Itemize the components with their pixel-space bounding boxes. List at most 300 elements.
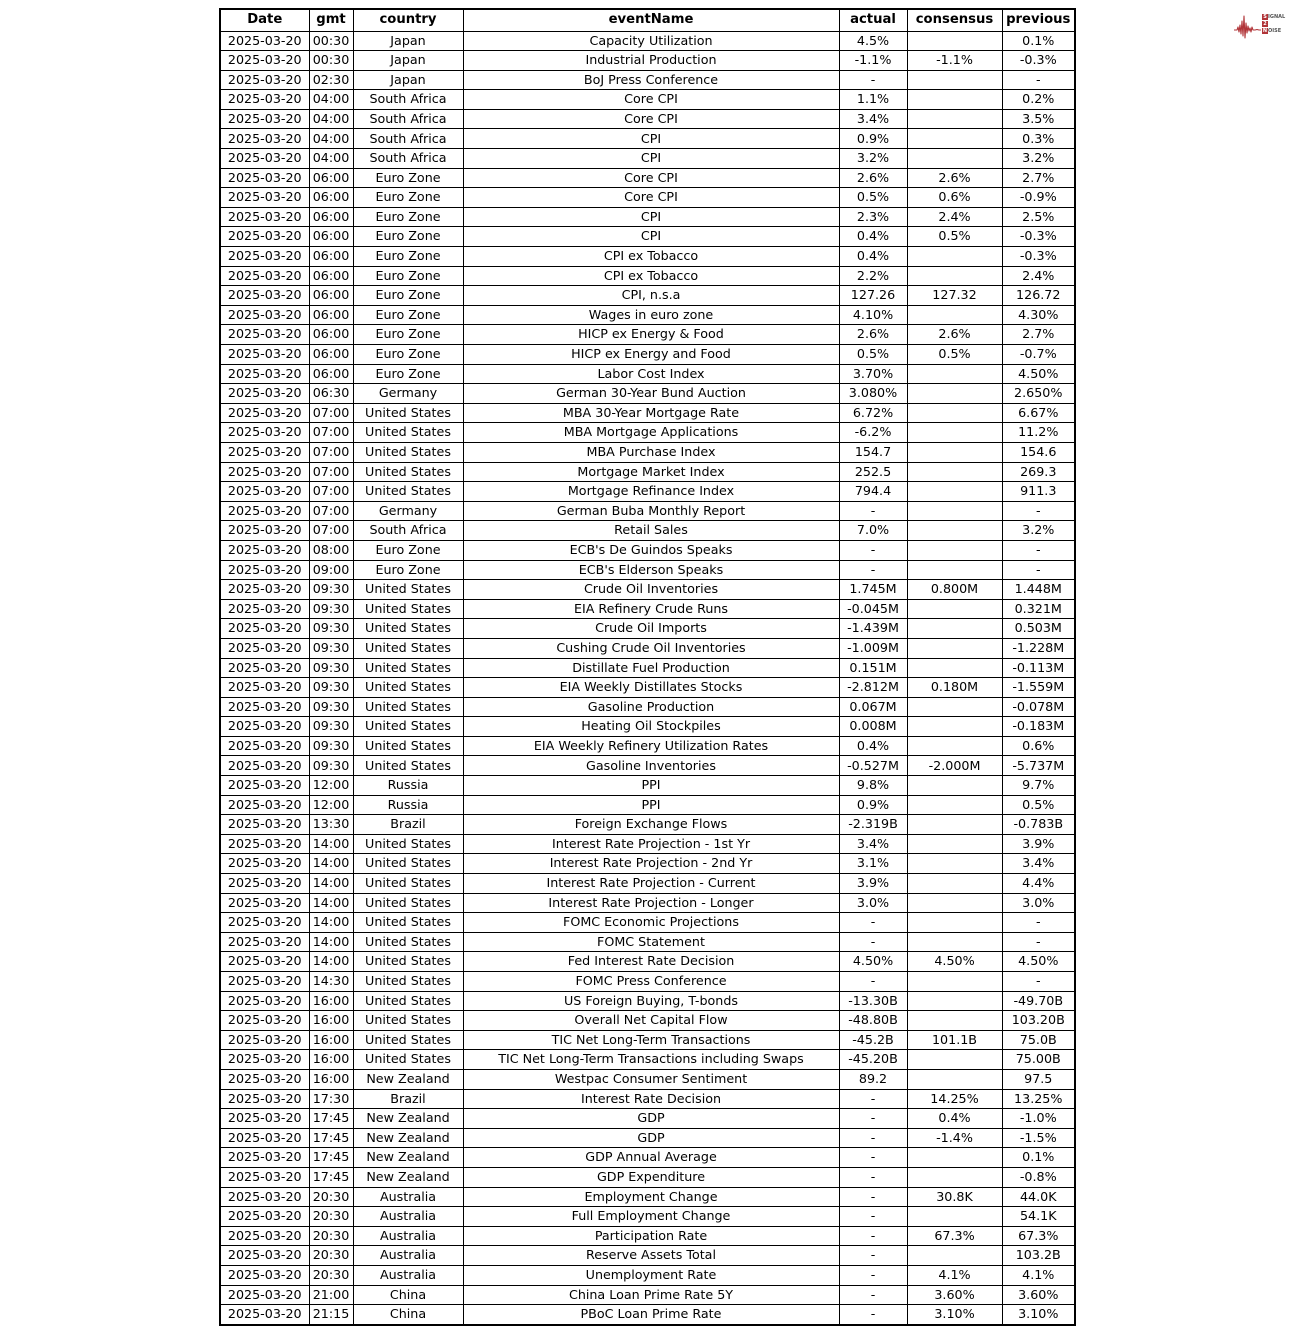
cell-eventname: Gasoline Inventories bbox=[463, 756, 839, 776]
cell-eventname: CPI ex Tobacco bbox=[463, 247, 839, 267]
cell-date: 2025-03-20 bbox=[220, 384, 309, 404]
cell-consensus: 0.5% bbox=[907, 227, 1002, 247]
cell-consensus bbox=[907, 874, 1002, 894]
table-row bbox=[220, 619, 1075, 639]
cell-previous: -0.9% bbox=[1002, 188, 1075, 208]
cell-eventname: Industrial Production bbox=[463, 51, 839, 71]
cell-actual: 3.70% bbox=[839, 364, 907, 384]
cell-gmt: 16:00 bbox=[309, 1011, 353, 1031]
cell-previous: 44.0K bbox=[1002, 1187, 1075, 1207]
table-row bbox=[220, 188, 1075, 208]
cell-country: Brazil bbox=[353, 1089, 463, 1109]
table-row bbox=[220, 247, 1075, 267]
table-row bbox=[220, 736, 1075, 756]
cell-previous: -1.228M bbox=[1002, 638, 1075, 658]
cell-gmt: 08:00 bbox=[309, 540, 353, 560]
cell-previous: -0.078M bbox=[1002, 697, 1075, 717]
cell-previous: -1.5% bbox=[1002, 1128, 1075, 1148]
cell-previous: 3.2% bbox=[1002, 149, 1075, 169]
cell-actual: 1.1% bbox=[839, 90, 907, 110]
cell-actual: -45.2B bbox=[839, 1030, 907, 1050]
cell-date: 2025-03-20 bbox=[220, 247, 309, 267]
cell-actual: - bbox=[839, 1089, 907, 1109]
cell-consensus bbox=[907, 776, 1002, 796]
cell-previous: 3.0% bbox=[1002, 893, 1075, 913]
cell-consensus bbox=[907, 913, 1002, 933]
cell-country: United States bbox=[353, 972, 463, 992]
cell-date: 2025-03-20 bbox=[220, 345, 309, 365]
cell-gmt: 04:00 bbox=[309, 109, 353, 129]
cell-gmt: 13:30 bbox=[309, 815, 353, 835]
cell-eventname: PPI bbox=[463, 795, 839, 815]
cell-consensus bbox=[907, 972, 1002, 992]
cell-actual: -45.20B bbox=[839, 1050, 907, 1070]
cell-eventname: Reserve Assets Total bbox=[463, 1246, 839, 1266]
cell-country: United States bbox=[353, 854, 463, 874]
cell-previous: -5.737M bbox=[1002, 756, 1075, 776]
cell-consensus: 2.6% bbox=[907, 168, 1002, 188]
cell-eventname: Mortgage Market Index bbox=[463, 462, 839, 482]
cell-gmt: 20:30 bbox=[309, 1265, 353, 1285]
cell-previous: - bbox=[1002, 932, 1075, 952]
cell-eventname: GDP bbox=[463, 1109, 839, 1129]
cell-actual: -0.045M bbox=[839, 599, 907, 619]
cell-gmt: 09:30 bbox=[309, 599, 353, 619]
cell-gmt: 16:00 bbox=[309, 991, 353, 1011]
cell-gmt: 17:45 bbox=[309, 1128, 353, 1148]
logo-line-signal bbox=[1262, 14, 1285, 20]
table-row bbox=[220, 599, 1075, 619]
cell-gmt: 17:30 bbox=[309, 1089, 353, 1109]
cell-actual: -1.1% bbox=[839, 51, 907, 71]
seismograph-waveform-icon bbox=[1234, 13, 1261, 39]
cell-eventname: Retail Sales bbox=[463, 521, 839, 541]
table-row bbox=[220, 31, 1075, 51]
cell-previous: -1.559M bbox=[1002, 678, 1075, 698]
cell-previous: 4.30% bbox=[1002, 305, 1075, 325]
cell-country: Euro Zone bbox=[353, 560, 463, 580]
cell-gmt: 14:30 bbox=[309, 972, 353, 992]
cell-consensus bbox=[907, 1207, 1002, 1227]
cell-eventname: Interest Rate Projection - Longer bbox=[463, 893, 839, 913]
cell-consensus bbox=[907, 305, 1002, 325]
cell-country: United States bbox=[353, 619, 463, 639]
logo-rest-ignal: IGNAL bbox=[1268, 14, 1286, 20]
cell-country: New Zealand bbox=[353, 1148, 463, 1168]
cell-consensus bbox=[907, 1148, 1002, 1168]
cell-gmt: 14:00 bbox=[309, 913, 353, 933]
cell-actual: -1.439M bbox=[839, 619, 907, 639]
cell-date: 2025-03-20 bbox=[220, 129, 309, 149]
cell-consensus: 101.1B bbox=[907, 1030, 1002, 1050]
cell-date: 2025-03-20 bbox=[220, 1089, 309, 1109]
cell-consensus: 14.25% bbox=[907, 1089, 1002, 1109]
cell-country: Russia bbox=[353, 795, 463, 815]
cell-country: Euro Zone bbox=[353, 168, 463, 188]
cell-country: United States bbox=[353, 580, 463, 600]
cell-country: Euro Zone bbox=[353, 540, 463, 560]
cell-date: 2025-03-20 bbox=[220, 521, 309, 541]
table-row bbox=[220, 1128, 1075, 1148]
cell-previous: - bbox=[1002, 560, 1075, 580]
cell-country: United States bbox=[353, 952, 463, 972]
cell-country: Russia bbox=[353, 776, 463, 796]
cell-country: United States bbox=[353, 658, 463, 678]
cell-gmt: 09:30 bbox=[309, 736, 353, 756]
cell-eventname: CPI bbox=[463, 129, 839, 149]
cell-previous: 3.4% bbox=[1002, 854, 1075, 874]
cell-date: 2025-03-20 bbox=[220, 1148, 309, 1168]
cell-previous: 0.321M bbox=[1002, 599, 1075, 619]
cell-eventname: HICP ex Energy & Food bbox=[463, 325, 839, 345]
cell-date: 2025-03-20 bbox=[220, 325, 309, 345]
cell-eventname: Crude Oil Inventories bbox=[463, 580, 839, 600]
cell-date: 2025-03-20 bbox=[220, 560, 309, 580]
cell-date: 2025-03-20 bbox=[220, 619, 309, 639]
cell-date: 2025-03-20 bbox=[220, 972, 309, 992]
cell-consensus bbox=[907, 1011, 1002, 1031]
cell-gmt: 16:00 bbox=[309, 1030, 353, 1050]
cell-consensus bbox=[907, 403, 1002, 423]
table-row bbox=[220, 501, 1075, 521]
cell-actual: 0.9% bbox=[839, 795, 907, 815]
cell-eventname: Core CPI bbox=[463, 188, 839, 208]
cell-date: 2025-03-20 bbox=[220, 423, 309, 443]
cell-country: United States bbox=[353, 638, 463, 658]
cell-gmt: 06:00 bbox=[309, 345, 353, 365]
cell-gmt: 12:00 bbox=[309, 795, 353, 815]
cell-previous: 1.448M bbox=[1002, 580, 1075, 600]
cell-gmt: 00:30 bbox=[309, 31, 353, 51]
cell-gmt: 16:00 bbox=[309, 1050, 353, 1070]
cell-actual: - bbox=[839, 1187, 907, 1207]
cell-actual: 0.4% bbox=[839, 736, 907, 756]
table-row bbox=[220, 1265, 1075, 1285]
cell-consensus bbox=[907, 482, 1002, 502]
cell-date: 2025-03-20 bbox=[220, 893, 309, 913]
cell-country: Germany bbox=[353, 501, 463, 521]
table-row bbox=[220, 1246, 1075, 1266]
cell-eventname: GDP Expenditure bbox=[463, 1167, 839, 1187]
cell-date: 2025-03-20 bbox=[220, 1109, 309, 1129]
cell-date: 2025-03-20 bbox=[220, 286, 309, 306]
cell-actual: 2.6% bbox=[839, 325, 907, 345]
cell-gmt: 06:00 bbox=[309, 266, 353, 286]
cell-date: 2025-03-20 bbox=[220, 1069, 309, 1089]
cell-eventname: EIA Refinery Crude Runs bbox=[463, 599, 839, 619]
cell-date: 2025-03-20 bbox=[220, 913, 309, 933]
table-row bbox=[220, 540, 1075, 560]
cell-consensus: 2.4% bbox=[907, 207, 1002, 227]
cell-previous: - bbox=[1002, 913, 1075, 933]
cell-country: Euro Zone bbox=[353, 247, 463, 267]
cell-consensus bbox=[907, 1246, 1002, 1266]
cell-previous: 3.2% bbox=[1002, 521, 1075, 541]
cell-country: Euro Zone bbox=[353, 266, 463, 286]
cell-gmt: 06:00 bbox=[309, 207, 353, 227]
cell-country: Euro Zone bbox=[353, 345, 463, 365]
table-row bbox=[220, 1285, 1075, 1305]
cell-gmt: 06:00 bbox=[309, 305, 353, 325]
table-row bbox=[220, 1050, 1075, 1070]
cell-eventname: Labor Cost Index bbox=[463, 364, 839, 384]
cell-actual: 3.4% bbox=[839, 109, 907, 129]
logo-line-noise bbox=[1262, 28, 1285, 34]
cell-country: Japan bbox=[353, 70, 463, 90]
table-row bbox=[220, 1011, 1075, 1031]
cell-consensus bbox=[907, 834, 1002, 854]
cell-country: United States bbox=[353, 834, 463, 854]
cell-actual: - bbox=[839, 972, 907, 992]
cell-date: 2025-03-20 bbox=[220, 1050, 309, 1070]
cell-country: Australia bbox=[353, 1246, 463, 1266]
cell-actual: - bbox=[839, 1207, 907, 1227]
cell-consensus bbox=[907, 932, 1002, 952]
table-row bbox=[220, 168, 1075, 188]
cell-previous: 54.1K bbox=[1002, 1207, 1075, 1227]
cell-date: 2025-03-20 bbox=[220, 795, 309, 815]
cell-actual: 9.8% bbox=[839, 776, 907, 796]
cell-eventname: EIA Weekly Distillates Stocks bbox=[463, 678, 839, 698]
cell-consensus: 0.5% bbox=[907, 345, 1002, 365]
cell-actual: -48.80B bbox=[839, 1011, 907, 1031]
cell-gmt: 07:00 bbox=[309, 501, 353, 521]
cell-date: 2025-03-20 bbox=[220, 207, 309, 227]
cell-previous: - bbox=[1002, 501, 1075, 521]
cell-actual: - bbox=[839, 1148, 907, 1168]
cell-country: South Africa bbox=[353, 149, 463, 169]
cell-country: Australia bbox=[353, 1265, 463, 1285]
cell-previous: -0.3% bbox=[1002, 247, 1075, 267]
cell-date: 2025-03-20 bbox=[220, 1167, 309, 1187]
cell-previous: 75.0B bbox=[1002, 1030, 1075, 1050]
cell-country: Australia bbox=[353, 1187, 463, 1207]
cell-actual: - bbox=[839, 1265, 907, 1285]
cell-consensus: 4.50% bbox=[907, 952, 1002, 972]
cell-previous: 13.25% bbox=[1002, 1089, 1075, 1109]
cell-country: United States bbox=[353, 717, 463, 737]
cell-consensus: 30.8K bbox=[907, 1187, 1002, 1207]
cell-date: 2025-03-20 bbox=[220, 266, 309, 286]
cell-previous: 269.3 bbox=[1002, 462, 1075, 482]
cell-actual: 3.9% bbox=[839, 874, 907, 894]
cell-eventname: Capacity Utilization bbox=[463, 31, 839, 51]
cell-previous: -1.0% bbox=[1002, 1109, 1075, 1129]
cell-previous: -0.3% bbox=[1002, 51, 1075, 71]
cell-previous: 4.50% bbox=[1002, 952, 1075, 972]
table-header-row bbox=[220, 9, 1075, 31]
cell-actual: - bbox=[839, 1246, 907, 1266]
cell-previous: 3.60% bbox=[1002, 1285, 1075, 1305]
cell-date: 2025-03-20 bbox=[220, 1030, 309, 1050]
cell-gmt: 20:30 bbox=[309, 1226, 353, 1246]
cell-gmt: 20:30 bbox=[309, 1187, 353, 1207]
cell-actual: - bbox=[839, 1167, 907, 1187]
table-row bbox=[220, 776, 1075, 796]
cell-eventname: Interest Rate Projection - 2nd Yr bbox=[463, 854, 839, 874]
cell-country: United States bbox=[353, 678, 463, 698]
cell-actual: 3.0% bbox=[839, 893, 907, 913]
cell-actual: 3.2% bbox=[839, 149, 907, 169]
cell-previous: -0.3% bbox=[1002, 227, 1075, 247]
table-row bbox=[220, 697, 1075, 717]
cell-gmt: 21:00 bbox=[309, 1285, 353, 1305]
cell-eventname: Employment Change bbox=[463, 1187, 839, 1207]
cell-date: 2025-03-20 bbox=[220, 776, 309, 796]
cell-date: 2025-03-20 bbox=[220, 580, 309, 600]
cell-country: Japan bbox=[353, 31, 463, 51]
cell-date: 2025-03-20 bbox=[220, 188, 309, 208]
table-row bbox=[220, 717, 1075, 737]
table-row bbox=[220, 1109, 1075, 1129]
cell-previous: 2.7% bbox=[1002, 325, 1075, 345]
cell-country: Euro Zone bbox=[353, 286, 463, 306]
events-table bbox=[219, 8, 1076, 1326]
cell-consensus bbox=[907, 521, 1002, 541]
cell-actual: 89.2 bbox=[839, 1069, 907, 1089]
table-row bbox=[220, 364, 1075, 384]
cell-eventname: MBA Mortgage Applications bbox=[463, 423, 839, 443]
table-row bbox=[220, 795, 1075, 815]
cell-country: China bbox=[353, 1285, 463, 1305]
cell-gmt: 21:15 bbox=[309, 1305, 353, 1325]
cell-gmt: 09:30 bbox=[309, 580, 353, 600]
cell-consensus bbox=[907, 501, 1002, 521]
cell-actual: -1.009M bbox=[839, 638, 907, 658]
cell-eventname: ECB's Elderson Speaks bbox=[463, 560, 839, 580]
cell-actual: 7.0% bbox=[839, 521, 907, 541]
cell-gmt: 07:00 bbox=[309, 423, 353, 443]
table-row bbox=[220, 70, 1075, 90]
cell-eventname: PBoC Loan Prime Rate bbox=[463, 1305, 839, 1325]
cell-eventname: CPI bbox=[463, 149, 839, 169]
cell-date: 2025-03-20 bbox=[220, 168, 309, 188]
table-row bbox=[220, 991, 1075, 1011]
cell-country: United States bbox=[353, 756, 463, 776]
cell-country: United States bbox=[353, 442, 463, 462]
cell-country: United States bbox=[353, 482, 463, 502]
cell-date: 2025-03-20 bbox=[220, 462, 309, 482]
cell-previous: 0.5% bbox=[1002, 795, 1075, 815]
cell-country: New Zealand bbox=[353, 1167, 463, 1187]
cell-date: 2025-03-20 bbox=[220, 501, 309, 521]
cell-eventname: German Buba Monthly Report bbox=[463, 501, 839, 521]
cell-date: 2025-03-20 bbox=[220, 697, 309, 717]
cell-consensus bbox=[907, 1069, 1002, 1089]
cell-actual: - bbox=[839, 1128, 907, 1148]
cell-previous: 0.1% bbox=[1002, 1148, 1075, 1168]
cell-actual: 0.9% bbox=[839, 129, 907, 149]
cell-previous: 3.10% bbox=[1002, 1305, 1075, 1325]
cell-actual: 2.2% bbox=[839, 266, 907, 286]
table-row bbox=[220, 874, 1075, 894]
cell-date: 2025-03-20 bbox=[220, 364, 309, 384]
table-row bbox=[220, 815, 1075, 835]
cell-previous: -0.783B bbox=[1002, 815, 1075, 835]
cell-previous: 0.2% bbox=[1002, 90, 1075, 110]
cell-date: 2025-03-20 bbox=[220, 1305, 309, 1325]
signal2noise-logo bbox=[1234, 9, 1286, 43]
cell-actual: 794.4 bbox=[839, 482, 907, 502]
cell-gmt: 07:00 bbox=[309, 442, 353, 462]
cell-consensus bbox=[907, 149, 1002, 169]
cell-gmt: 09:30 bbox=[309, 638, 353, 658]
cell-gmt: 14:00 bbox=[309, 893, 353, 913]
cell-consensus: 0.800M bbox=[907, 580, 1002, 600]
cell-country: United States bbox=[353, 403, 463, 423]
cell-gmt: 14:00 bbox=[309, 874, 353, 894]
cell-date: 2025-03-20 bbox=[220, 952, 309, 972]
cell-gmt: 04:00 bbox=[309, 129, 353, 149]
cell-gmt: 12:00 bbox=[309, 776, 353, 796]
cell-previous: 103.20B bbox=[1002, 1011, 1075, 1031]
cell-eventname: Interest Rate Projection - 1st Yr bbox=[463, 834, 839, 854]
table-row bbox=[220, 482, 1075, 502]
cell-date: 2025-03-20 bbox=[220, 1265, 309, 1285]
cell-country: United States bbox=[353, 893, 463, 913]
cell-actual: 127.26 bbox=[839, 286, 907, 306]
cell-eventname: Core CPI bbox=[463, 109, 839, 129]
cell-actual: -6.2% bbox=[839, 423, 907, 443]
cell-eventname: BoJ Press Conference bbox=[463, 70, 839, 90]
cell-gmt: 16:00 bbox=[309, 1069, 353, 1089]
cell-consensus: -2.000M bbox=[907, 756, 1002, 776]
logo-square-2: 2 bbox=[1263, 21, 1267, 27]
cell-actual: - bbox=[839, 1305, 907, 1325]
cell-eventname: TIC Net Long-Term Transactions including Swaps bbox=[463, 1050, 839, 1070]
cell-eventname: Westpac Consumer Sentiment bbox=[463, 1069, 839, 1089]
column-header-country: country bbox=[353, 9, 463, 31]
cell-previous: 6.67% bbox=[1002, 403, 1075, 423]
cell-actual: 0.5% bbox=[839, 345, 907, 365]
cell-consensus bbox=[907, 697, 1002, 717]
cell-previous: 4.50% bbox=[1002, 364, 1075, 384]
cell-gmt: 20:30 bbox=[309, 1246, 353, 1266]
cell-consensus bbox=[907, 991, 1002, 1011]
column-header-eventname: eventName bbox=[463, 9, 839, 31]
cell-previous: 3.5% bbox=[1002, 109, 1075, 129]
cell-date: 2025-03-20 bbox=[220, 1187, 309, 1207]
cell-actual: 4.10% bbox=[839, 305, 907, 325]
cell-consensus bbox=[907, 462, 1002, 482]
cell-country: Japan bbox=[353, 51, 463, 71]
cell-previous: 0.6% bbox=[1002, 736, 1075, 756]
cell-actual: - bbox=[839, 1226, 907, 1246]
cell-date: 2025-03-20 bbox=[220, 815, 309, 835]
cell-actual: 0.4% bbox=[839, 247, 907, 267]
cell-gmt: 17:45 bbox=[309, 1109, 353, 1129]
cell-previous: 103.2B bbox=[1002, 1246, 1075, 1266]
cell-actual: -2.812M bbox=[839, 678, 907, 698]
cell-consensus bbox=[907, 364, 1002, 384]
cell-date: 2025-03-20 bbox=[220, 109, 309, 129]
cell-actual: - bbox=[839, 540, 907, 560]
cell-previous: -0.7% bbox=[1002, 345, 1075, 365]
table-row bbox=[220, 345, 1075, 365]
cell-previous: - bbox=[1002, 70, 1075, 90]
cell-eventname: CPI ex Tobacco bbox=[463, 266, 839, 286]
cell-consensus: -1.1% bbox=[907, 51, 1002, 71]
cell-eventname: Gasoline Production bbox=[463, 697, 839, 717]
cell-previous: 2.650% bbox=[1002, 384, 1075, 404]
cell-country: United States bbox=[353, 1050, 463, 1070]
cell-country: New Zealand bbox=[353, 1069, 463, 1089]
cell-actual: 0.067M bbox=[839, 697, 907, 717]
cell-consensus bbox=[907, 31, 1002, 51]
table-row bbox=[220, 560, 1075, 580]
cell-eventname: Participation Rate bbox=[463, 1226, 839, 1246]
cell-eventname: Interest Rate Projection - Current bbox=[463, 874, 839, 894]
